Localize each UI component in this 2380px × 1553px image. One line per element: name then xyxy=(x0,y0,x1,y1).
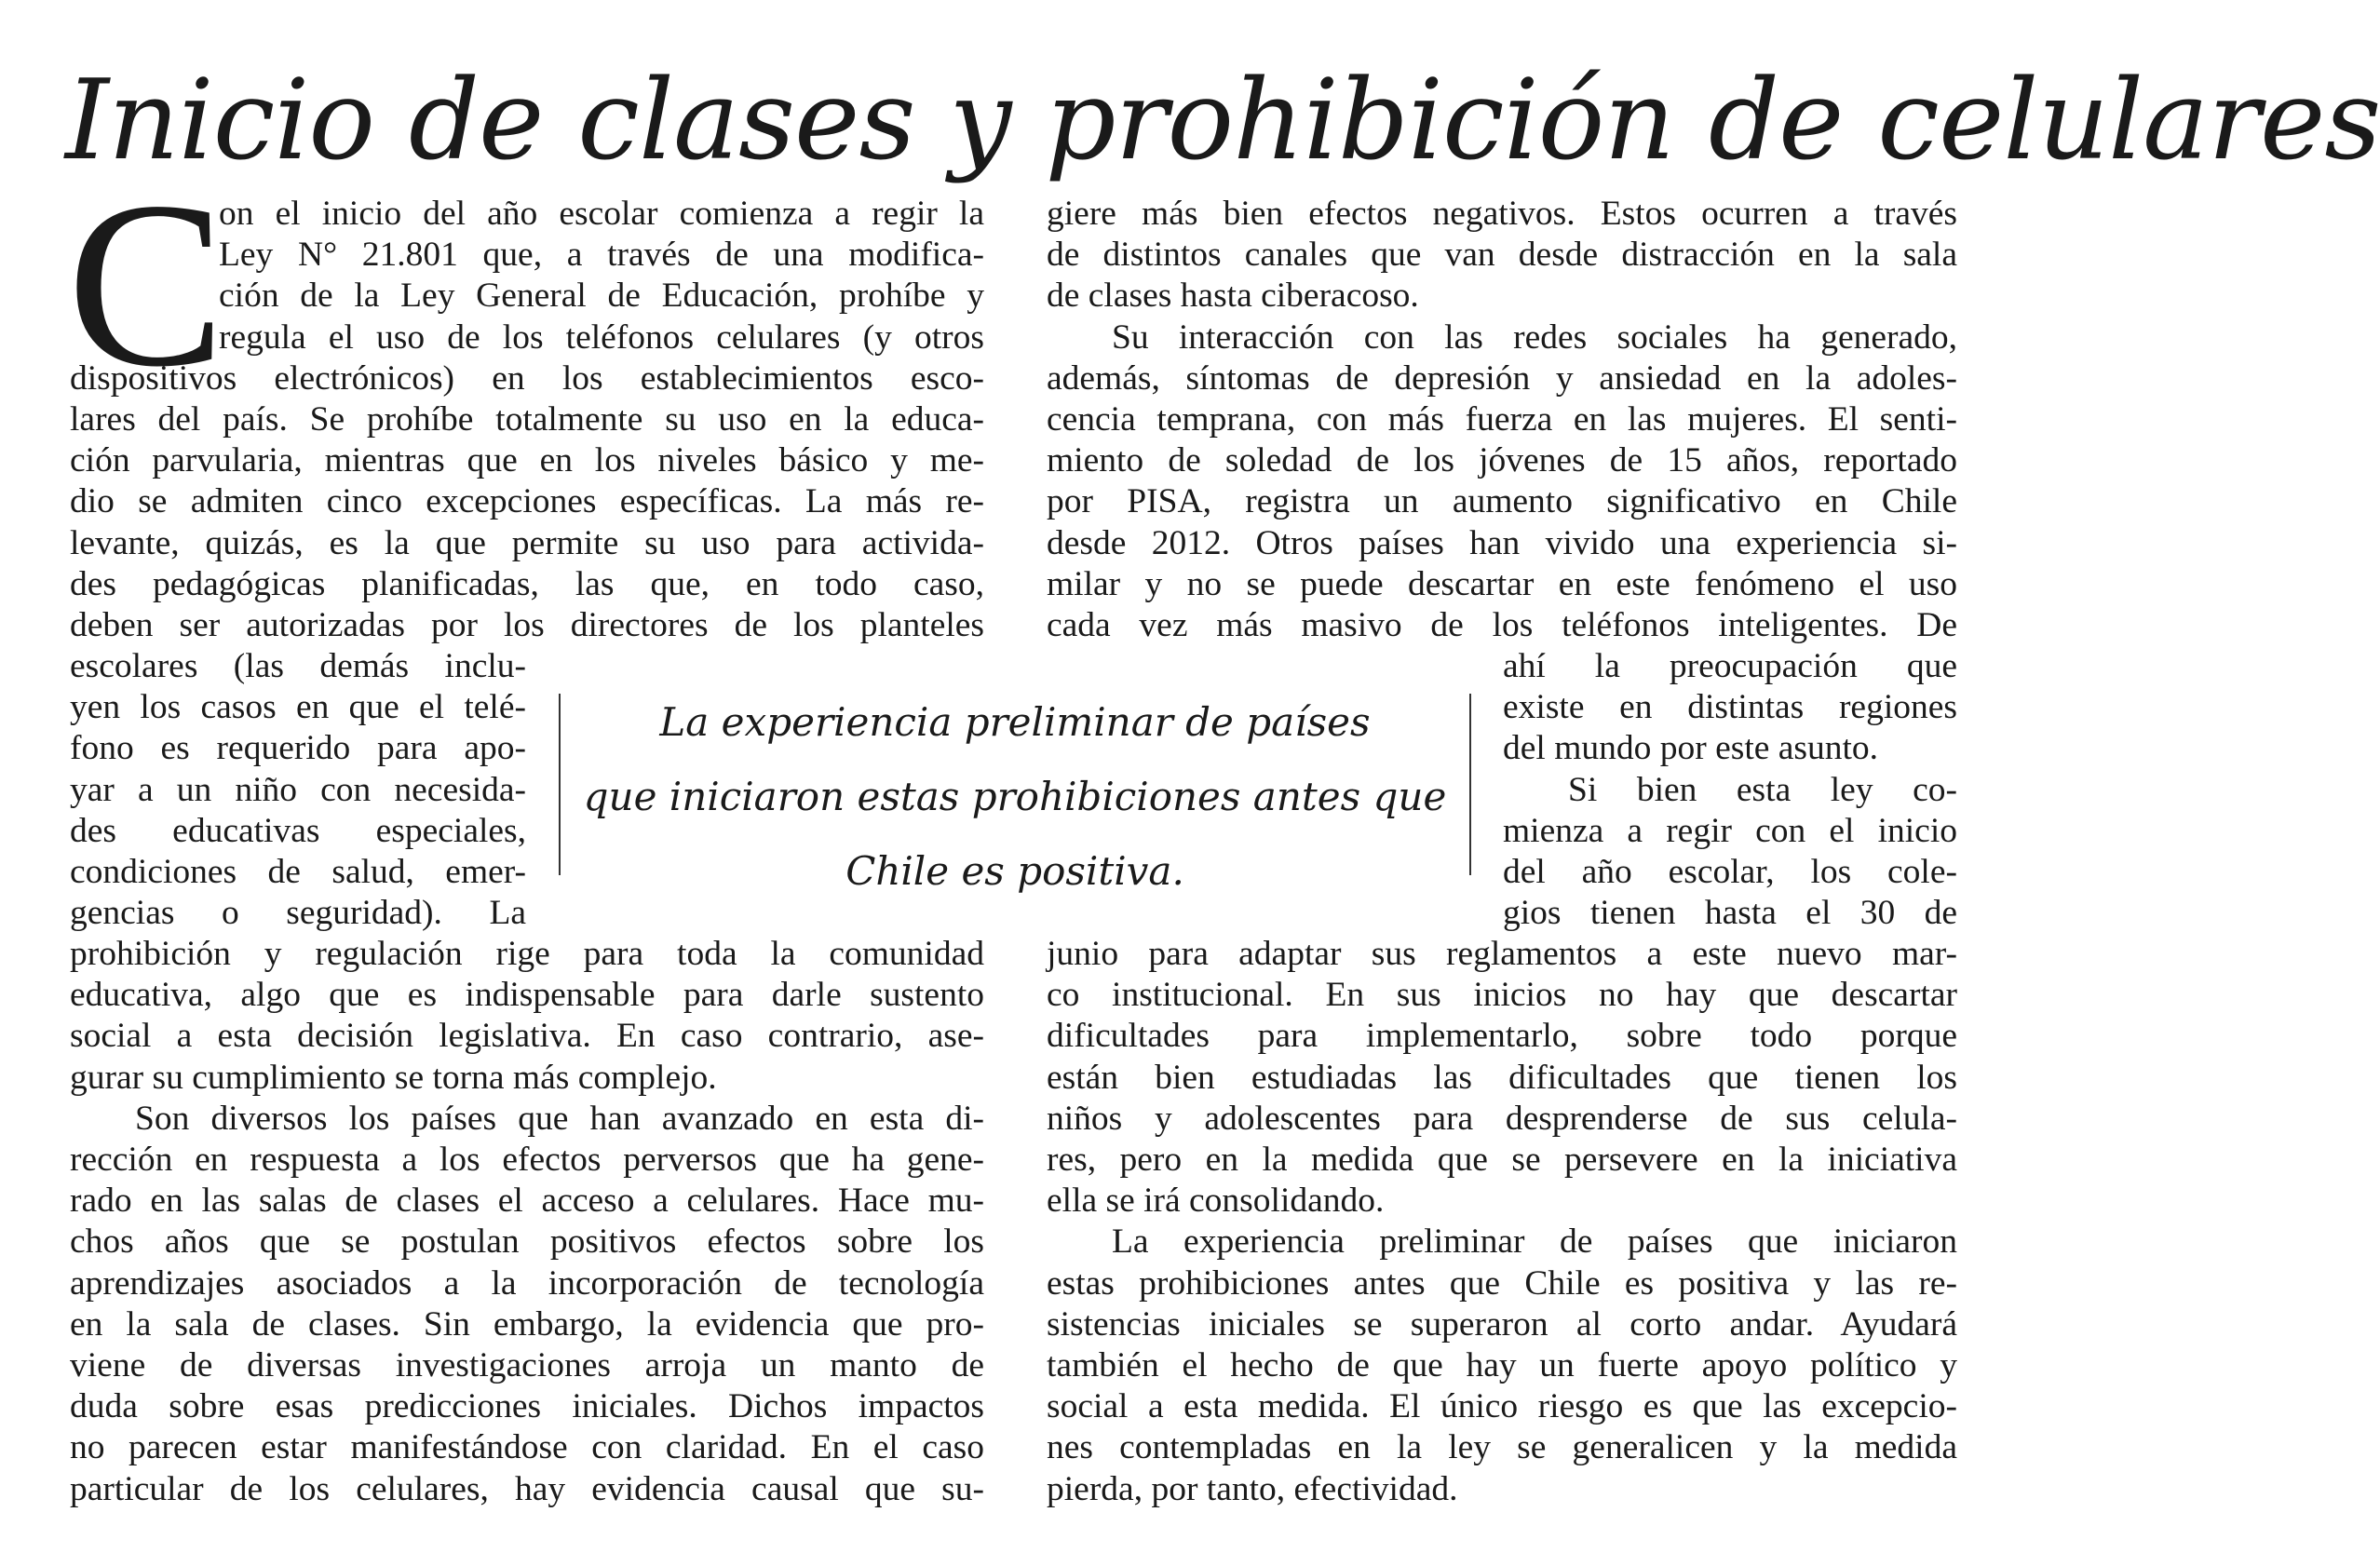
text-line: chos años que se postulan positivos efectos sobre los xyxy=(70,1222,984,1262)
column-left-narrow xyxy=(70,646,526,934)
column-right-top xyxy=(1047,194,1957,646)
text-line: Ley N° 21.801 que, a través de una modifica- xyxy=(219,236,984,275)
text-line: desde 2012. Otros países han vivido una experiencia si- xyxy=(1047,523,1957,562)
text-line: yar a un niño con necesida- xyxy=(70,770,526,809)
text-line: gios tienen hasta el 30 de xyxy=(1503,894,1957,933)
text-line: no parecen estar manifestándose con claridad. En el caso xyxy=(70,1428,984,1467)
text-line: educativa, algo que es indispensable para darle sustento xyxy=(70,976,984,1015)
text-line: fono es requerido para apo- xyxy=(70,729,526,768)
pull-quote xyxy=(559,685,1471,909)
text-line: social a esta decisión legislativa. En caso contrario, ase- xyxy=(70,1017,984,1056)
column-right-bottom xyxy=(1047,934,1957,1510)
text-line: particular de los celulares, hay evidencia causal que su- xyxy=(70,1469,984,1508)
text-line: ella se irá consolidando. xyxy=(1047,1182,1385,1221)
column-left-bottom xyxy=(70,934,984,1510)
text-line: existe en distintas regiones xyxy=(1503,688,1957,727)
column-right-narrow xyxy=(1503,646,1957,934)
text-line: des pedagógicas planificadas, las que, en todo caso, xyxy=(70,564,984,603)
column-left-top xyxy=(70,194,984,646)
article-title: Inicio de clases y prohibición de celulares xyxy=(65,57,2380,185)
pull-quote-rule-right xyxy=(1469,694,1471,875)
text-line: giere más bien efectos negativos. Estos ocurren a través xyxy=(1047,195,1957,233)
text-line: del mundo por este asunto. xyxy=(1503,729,1879,768)
text-line: Si bien esta ley co- xyxy=(1568,770,1957,809)
text-line: junio para adaptar sus reglamentos a este nuevo mar- xyxy=(1047,935,1957,973)
text-line: yen los casos en que el telé- xyxy=(70,688,526,727)
text-line: on el inicio del año escolar comienza a regir la xyxy=(219,195,984,233)
text-line: mienza a regir con el inicio xyxy=(1503,811,1957,850)
text-line: dispositivos electrónicos) en los establecimientos esco- xyxy=(70,358,984,398)
text-line: gurar su cumplimiento se torna más complejo. xyxy=(70,1058,717,1097)
pull-quote-line: La experiencia preliminar de países xyxy=(659,699,1371,745)
text-line: condiciones de salud, emer- xyxy=(70,853,526,892)
text-line: nes contempladas en la ley se generalicen y la medida xyxy=(1047,1428,1957,1467)
text-line: dio se admiten cinco excepciones específicas. La más re- xyxy=(70,482,984,521)
text-line: escolares (las demás inclu- xyxy=(70,647,526,685)
text-line: en la sala de clases. Sin embargo, la evidencia que pro- xyxy=(70,1304,984,1344)
text-line: rado en las salas de clases el acceso a celulares. Hace mu- xyxy=(70,1182,984,1221)
pull-quote-line: Chile es positiva. xyxy=(845,848,1184,894)
text-line: de clases hasta ciberacoso. xyxy=(1047,277,1419,316)
text-line: sistencias iniciales se superaron al corto andar. Ayudará xyxy=(1047,1304,1957,1344)
text-line: están bien estudiadas las dificultades que tienen los xyxy=(1047,1058,1957,1097)
text-line: ción parvularia, mientras que en los niveles básico y me- xyxy=(70,441,984,480)
text-line: Son diversos los países que han avanzado en esta di- xyxy=(135,1099,984,1138)
text-line: deben ser autorizadas por los directores de los planteles xyxy=(70,606,984,645)
text-line: niños y adolescentes para desprenderse de sus celula- xyxy=(1047,1099,1957,1138)
text-line: dificultades para implementarlo, sobre todo porque xyxy=(1047,1017,1957,1056)
text-line: de distintos canales que van desde distracción en la sala xyxy=(1047,236,1957,275)
drop-cap: C xyxy=(67,154,226,416)
text-line: estas prohibiciones antes que Chile es positiva y las re- xyxy=(1047,1263,1957,1303)
text-line: pierda, por tanto, efectividad. xyxy=(1047,1469,1458,1508)
text-line: rección en respuesta a los efectos perversos que ha gene- xyxy=(70,1141,984,1180)
text-line: ción de la Ley General de Educación, prohíbe y xyxy=(219,277,984,316)
text-line: del año escolar, los cole- xyxy=(1503,853,1957,892)
text-line: regula el uso de los teléfonos celulares (y otros xyxy=(219,317,984,357)
text-line: res, pero en la medida que se persevere en la iniciativa xyxy=(1047,1141,1957,1180)
text-line: co institucional. En sus inicios no hay que descartar xyxy=(1047,976,1957,1015)
text-line: ahí la preocupación que xyxy=(1503,647,1957,685)
text-line: lares del país. Se prohíbe totalmente su uso en la educa- xyxy=(70,400,984,439)
text-line: gencias o seguridad). La xyxy=(70,894,526,933)
text-line: también el hecho de que hay un fuerte apoyo político y xyxy=(1047,1346,1957,1385)
text-line: cada vez más masivo de los teléfonos inteligentes. De xyxy=(1047,606,1957,645)
text-line: aprendizajes asociados a la incorporación de tecnología xyxy=(70,1263,984,1303)
text-line: La experiencia preliminar de países que iniciaron xyxy=(1112,1222,1957,1262)
text-line: prohibición y regulación rige para toda la comunidad xyxy=(70,935,984,973)
text-line: Su interacción con las redes sociales ha generado, xyxy=(1112,317,1957,357)
text-line: miento de soledad de los jóvenes de 15 años, reportado xyxy=(1047,441,1957,480)
pull-quote-line: que iniciaron estas prohibiciones antes que xyxy=(583,774,1447,819)
text-line: además, síntomas de depresión y ansiedad en la adoles- xyxy=(1047,358,1957,398)
text-line: milar y no se puede descartar en este fenómeno el uso xyxy=(1047,564,1957,603)
text-line: duda sobre esas predicciones iniciales. Dichos impactos xyxy=(70,1387,984,1426)
text-line: levante, quizás, es la que permite su uso para activida- xyxy=(70,523,984,562)
text-line: por PISA, registra un aumento significativo en Chile xyxy=(1047,482,1957,521)
text-line: des educativas especiales, xyxy=(70,811,526,850)
text-line: social a esta medida. El único riesgo es que las excepcio- xyxy=(1047,1387,1957,1426)
text-line: cencia temprana, con más fuerza en las mujeres. El senti- xyxy=(1047,400,1957,439)
text-line: viene de diversas investigaciones arroja un manto de xyxy=(70,1346,984,1385)
